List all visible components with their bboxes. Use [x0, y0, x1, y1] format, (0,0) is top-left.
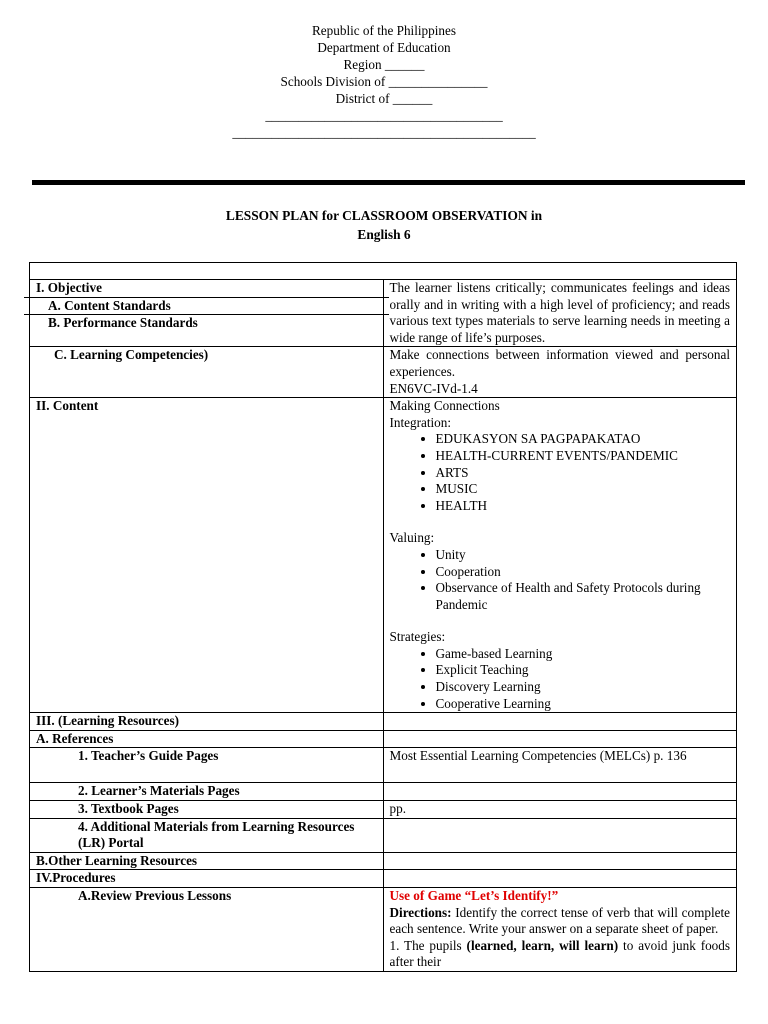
standards-text: The learner listens critically; communicates feelings and ideas orally and in writing with a high level of proficiency; and reads various text types materials to serve learning needs in meeting a wide range of life’s purposes.	[383, 280, 737, 347]
game-title: Use of Game “Let’s Identify!”	[389, 888, 559, 903]
list-item: • Game-based Learning	[436, 646, 731, 663]
empty-cell	[383, 852, 737, 870]
table-row-references	[30, 730, 737, 748]
textbook-pages-label: 3. Textbook Pages	[30, 801, 384, 819]
header-department: Department of Education	[317, 40, 451, 55]
list-item: • Unity	[436, 547, 731, 564]
table-row-textbook	[30, 801, 737, 819]
title-line-1: LESSON PLAN for CLASSROOM OBSERVATION in	[225, 208, 543, 223]
empty-cell	[383, 713, 737, 731]
strategies-label: Strategies:	[389, 629, 446, 645]
review-lessons-label: A.Review Previous Lessons	[30, 888, 384, 972]
table-row-other-resources	[30, 852, 737, 870]
header-district: District of ______	[335, 91, 433, 106]
title-line-2: English 6	[357, 227, 411, 242]
learning-competencies-label: C. Learning Competencies)	[30, 347, 384, 398]
empty-cell	[383, 730, 737, 748]
valuing-label: Valuing:	[389, 530, 435, 546]
list-item: • Cooperative Learning	[436, 696, 731, 713]
list-item: • Discovery Learning	[436, 679, 731, 696]
table-row-content	[30, 398, 737, 713]
page-title	[0, 206, 768, 244]
objective-label: I. Objective	[36, 280, 102, 295]
table-row-additional-materials	[30, 818, 737, 852]
competency-cell	[383, 347, 737, 398]
table-row-objective	[30, 280, 737, 347]
list-item: • Cooperation	[436, 564, 731, 581]
list-item: • EDUKASYON SA PAGPAPAKATAO	[436, 431, 731, 448]
empty-cell	[30, 263, 737, 280]
table-row-review	[30, 888, 737, 972]
directions: Directions: Identify the correct tense of verb that will complete each sentence. Write your answer on a separate sheet of paper.	[389, 904, 730, 937]
empty-cell	[383, 818, 737, 852]
document-header	[0, 22, 768, 141]
header-republic: Republic of the Philippines	[312, 23, 456, 38]
other-resources-label: B.Other Learning Resources	[30, 852, 384, 870]
table-row-empty	[30, 263, 737, 280]
list-item: • Explicit Teaching	[436, 662, 731, 679]
empty-cell	[383, 783, 737, 801]
content-standards-label: A. Content Standards	[24, 297, 389, 315]
learners-materials-label: 2. Learner’s Materials Pages	[30, 783, 384, 801]
list-item: • Observance of Health and Safety Protocols during Pandemic	[436, 580, 731, 613]
content-cell	[383, 398, 737, 713]
integration-list	[390, 431, 731, 514]
table-row-learners-materials	[30, 783, 737, 801]
textbook-pages-value: pp.	[383, 801, 737, 819]
empty-cell	[383, 870, 737, 888]
list-item: • ARTS	[436, 465, 731, 482]
valuing-list	[390, 547, 731, 613]
item-1: 1. The pupils (learned, learn, will learn) to avoid junk foods after their	[389, 937, 730, 970]
competency-code: EN6VC-IVd-1.4	[389, 380, 478, 396]
objective-labels	[30, 280, 384, 347]
strategies-list	[390, 646, 731, 712]
header-blank-line-2: ______________________________________________	[232, 125, 536, 140]
header-division: Schools Division of _______________	[280, 74, 488, 89]
performance-standards-label: B. Performance Standards	[24, 314, 389, 332]
competency-text: Make connections between information viewed and personal experiences.	[389, 347, 730, 379]
teachers-guide-label: 1. Teacher’s Guide Pages	[30, 748, 384, 783]
references-label: A. References	[30, 730, 384, 748]
header-blank-line-1: ____________________________________	[265, 108, 503, 123]
list-item: • MUSIC	[436, 481, 731, 498]
table-row-procedures	[30, 870, 737, 888]
lesson-plan-table	[29, 262, 737, 972]
integration-label: Integration:	[389, 414, 452, 430]
review-cell	[383, 888, 737, 972]
header-divider	[32, 180, 745, 185]
list-item: • HEALTH-CURRENT EVENTS/PANDEMIC	[436, 448, 731, 465]
learning-resources-label: III. (Learning Resources)	[30, 713, 384, 731]
additional-materials-label: 4. Additional Materials from Learning Resources (LR) Portal	[30, 818, 384, 852]
table-row-resources	[30, 713, 737, 731]
header-region: Region ______	[343, 57, 425, 72]
teachers-guide-value: Most Essential Learning Competencies (MELCs) p. 136	[383, 748, 737, 783]
procedures-label: IV.Procedures	[30, 870, 384, 888]
table-row-competencies	[30, 347, 737, 398]
content-topic: Making Connections	[389, 398, 500, 414]
table-row-teachers-guide	[30, 748, 737, 783]
list-item: • HEALTH	[436, 498, 731, 515]
content-label: II. Content	[30, 398, 384, 713]
